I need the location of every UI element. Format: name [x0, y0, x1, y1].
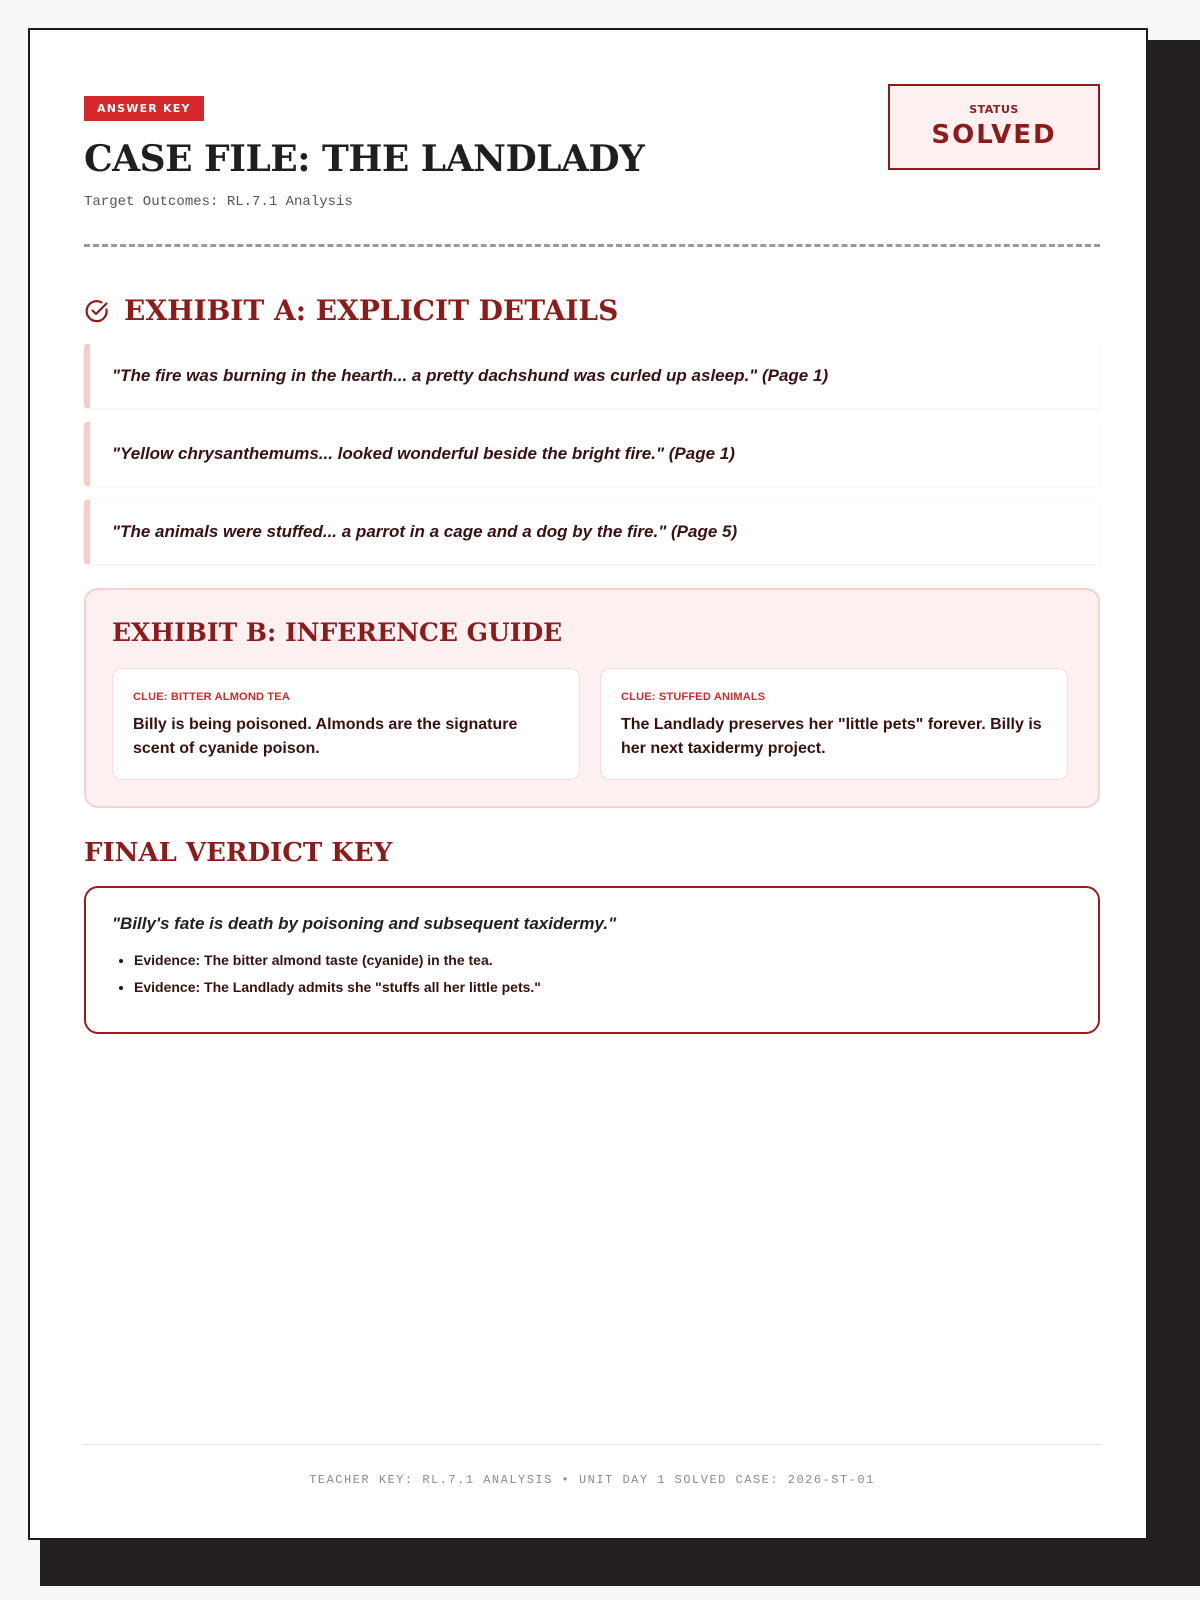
status-value: SOLVED — [931, 120, 1057, 150]
status-stamp — [888, 84, 1100, 170]
clue-label: CLUE: BITTER ALMOND TEA — [133, 691, 290, 703]
exhibit-b-inference-guide — [84, 588, 1100, 808]
quote-card: "Yellow chrysanthemums... looked wonderful beside the bright fire." (Page 1) — [84, 422, 1100, 486]
exhibit-a-title: EXHIBIT A: EXPLICIT DETAILS — [124, 294, 619, 327]
footer-divider — [84, 1444, 1100, 1445]
final-verdict-title: FINAL VERDICT KEY — [84, 838, 393, 868]
evidence-item: • Evidence: The Landlady admits she "stuffs all her little pets." — [134, 979, 1072, 995]
status-label: STATUS — [969, 103, 1019, 116]
clue-text: Billy is being poisoned. Almonds are the signature scent of cyanide poison. — [133, 716, 518, 757]
evidence-item: • Evidence: The bitter almond taste (cyanide) in the tea. — [134, 952, 1072, 968]
exhibit-a-header — [84, 294, 618, 327]
clue-card — [600, 668, 1068, 780]
footer-text: TEACHER KEY: RL.7.1 ANALYSIS • UNIT DAY 1 SOLVED CASE: 2026-ST-01 — [309, 1473, 875, 1487]
quote-card: "The animals were stuffed... a parrot in a cage and a dog by the fire." (Page 5) — [84, 500, 1100, 564]
page-title: CASE FILE: THE LANDLADY — [84, 138, 645, 180]
final-verdict-box — [84, 886, 1100, 1034]
clue-label: CLUE: STUFFED ANIMALS — [621, 691, 766, 703]
answer-key-page — [28, 28, 1148, 1540]
exhibit-b-title: EXHIBIT B: INFERENCE GUIDE — [112, 618, 563, 647]
clue-card — [112, 668, 580, 780]
clue-text: The Landlady preserves her "little pets" forever. Billy is her next taxidermy project. — [621, 716, 1042, 757]
check-circle-icon — [84, 298, 110, 324]
verdict-quote: "Billy's fate is death by poisoning and subsequent taxidermy." — [112, 914, 617, 933]
target-outcomes-subtitle: Target Outcomes: RL.7.1 Analysis — [84, 194, 353, 210]
explicit-details-list — [84, 344, 1100, 578]
quote-card: "The fire was burning in the hearth... a pretty dachshund was curled up asleep." (Page 1) — [84, 344, 1100, 408]
evidence-list — [112, 952, 1072, 995]
dashed-divider — [84, 244, 1100, 247]
answer-key-badge: ANSWER KEY — [84, 96, 204, 121]
